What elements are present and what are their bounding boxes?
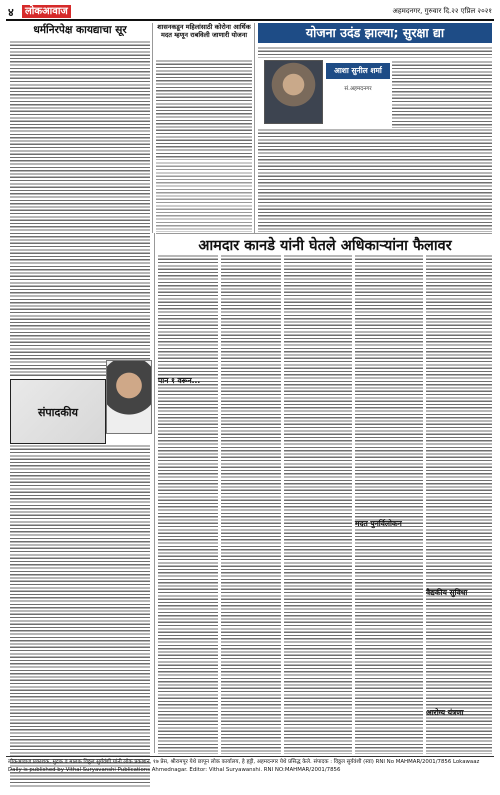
column-rule <box>154 233 155 753</box>
article-4-body <box>426 254 492 754</box>
editorial-badge: संपादकीय <box>10 379 106 444</box>
article-4-body <box>221 254 281 754</box>
headline-2: शासनकडून महिलांसाठी कोरोना आर्थिक मदत म्हणून राबविली जाणारी योजना <box>157 23 251 39</box>
article-1-body <box>10 40 150 378</box>
author-name: आशा सुनील शर्मा <box>326 63 390 79</box>
page-number: ४ <box>8 6 14 19</box>
headline-4: आमदार कानडे यांनी घेतले अधिकाऱ्यांना फैलावर <box>198 238 452 254</box>
editorial-body <box>10 444 150 788</box>
article-4-body <box>284 254 352 754</box>
author-photo <box>264 60 323 124</box>
subhead: आरोग्य यंत्रणा <box>426 708 464 717</box>
article-2-body <box>156 59 252 160</box>
subhead: वैद्यकीय सुविधा <box>426 588 468 597</box>
article-3-body <box>156 161 252 232</box>
article-3-body <box>258 128 492 232</box>
imprint-footer: लोकआवाज प्रकाशक, मुद्रक व मालक विठ्ठल सुर्यवंशी यांनी लोक प्रकाशन, १७ प्रेस, श्रीरामपूर येथे छापून लोक कार्यालय, हे हट्टी, अहमदनगर येथे प्रसिद्ध केले. संपादक : विठ्ठल सुर्यवंशी (स्वा) RNI No MAHMAR/2001/7856 Lokawaaz Daily is published by Vithal Suryavanshi Publications Ahmednagar. Editor: Vithal Suryawanshi. RNI NO:MAHMAR/2001/7856 <box>6 756 494 789</box>
headline-3: योजना उदंड झाल्या; सुरक्षा द्या <box>258 23 492 43</box>
column-rule <box>254 23 255 233</box>
subhead: पान १ वरून... <box>158 376 201 385</box>
article-3-body <box>258 46 492 58</box>
masthead <box>6 4 494 21</box>
article-4-body <box>355 254 423 754</box>
column-rule <box>152 23 153 233</box>
headline-1: धर्मनिरपेक्ष कायद्याचा सूर <box>33 24 127 36</box>
brand-logo: लोकआवाज <box>22 5 71 18</box>
subhead: मदत पुनर्विलोकन <box>355 519 402 528</box>
section-divider <box>156 233 492 234</box>
dateline: अहमदनगर, गुरुवार दि.२२ एप्रिल २०२१ <box>392 7 492 15</box>
newspaper-page <box>6 4 494 791</box>
article-4-body <box>158 254 218 754</box>
author-place: सं.अहमदनगर <box>344 86 372 92</box>
article-3-body <box>392 60 492 128</box>
editor-portrait <box>106 360 152 434</box>
